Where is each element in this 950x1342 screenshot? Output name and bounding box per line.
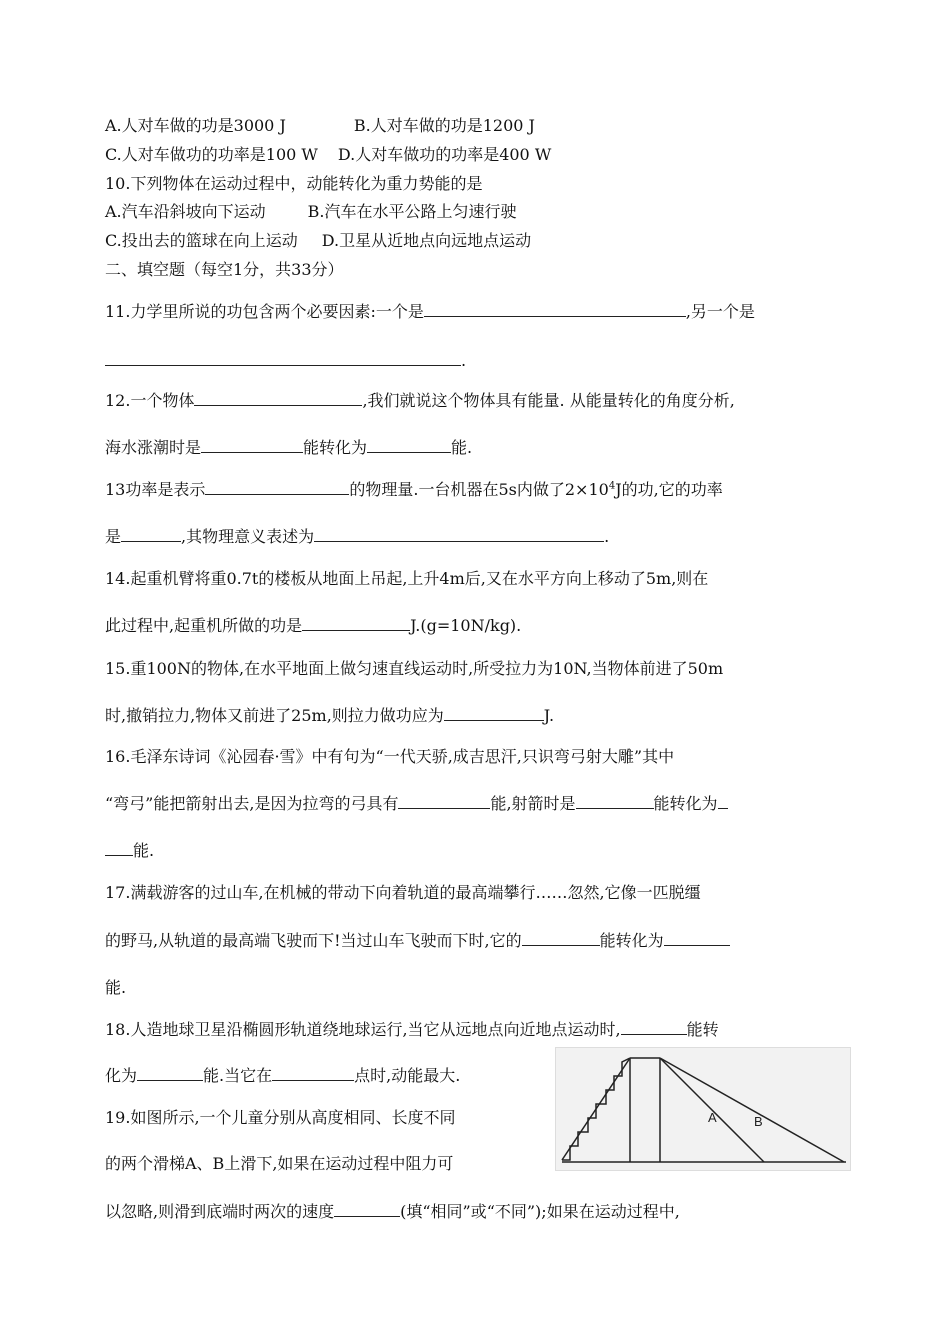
q16-line1: 16.毛泽东诗词《沁园春·雪》中有句为“一代天骄,成吉思汗,只识弯弓射大雕”其中 — [105, 747, 675, 766]
slide-b — [660, 1058, 844, 1162]
q17-line3: 能. — [105, 978, 127, 997]
q16-line2: “弯弓”能把箭射出去,是因为拉弯的弓具有 能,射箭时是 能转化为 — [105, 794, 728, 814]
q17-line1: 17.满载游客的过山车,在机械的带动下向着轨道的最高端攀行……忽然,它像一匹脱缰 — [105, 883, 701, 902]
blank[interactable] — [194, 391, 362, 406]
q14-line2: 此过程中,起重机所做的功是 J.(g=10N/kg). — [105, 616, 522, 635]
q19-line2: 的两个滑梯A、B上滑下,如果在运动过程中阻力可 — [105, 1154, 454, 1173]
q10-option-d: D.卫星从近地点向远地点运动 — [321, 231, 532, 250]
blank[interactable] — [205, 480, 349, 495]
blank[interactable] — [576, 794, 654, 809]
q15-line1: 15.重100N的物体,在水平地面上做匀速直线运动时,所受拉力为10N,当物体前进了50m — [105, 659, 724, 678]
q10-options-row1 — [105, 202, 517, 222]
blank[interactable] — [444, 706, 544, 721]
q10-stem: 10.下列物体在运动过程中，动能转化为重力势能的是 — [105, 174, 483, 193]
blank[interactable] — [121, 527, 181, 542]
blank[interactable] — [272, 1066, 354, 1081]
q9-options-row1 — [105, 116, 535, 136]
blank[interactable] — [522, 931, 600, 946]
blank[interactable] — [621, 1020, 687, 1035]
q9-options-row2 — [105, 145, 551, 165]
q9-option-b: B.人对车做的功是1200 J — [353, 116, 535, 135]
section-title: 二、填空题（每空1分，共33分） — [105, 260, 344, 279]
blank[interactable] — [334, 1202, 400, 1217]
q9-option-a: A.人对车做的功是3000 J — [105, 116, 286, 135]
q11-line2: . — [105, 351, 466, 371]
q13-line2: 是 ,其物理意义表述为 . — [105, 527, 610, 546]
q10-option-c: C.投出去的篮球在向上运动 — [105, 231, 298, 250]
slide-diagram — [556, 1048, 852, 1172]
q12-line2: 海水涨潮时是 能转化为 能. — [105, 438, 473, 457]
q13-line1: 13功率是表示 的物理量.一台机器在5s内做了$2\times 10^4J$的功,它的功率 — [105, 480, 723, 499]
slide-figure — [555, 1047, 851, 1171]
slide-b-label: B — [754, 1114, 763, 1129]
q10-option-b: B.汽车在水平公路上匀速行驶 — [307, 202, 517, 221]
q11-line1: 11.力学里所说的功包含两个必要因素:一个是 ,另一个是 — [105, 302, 755, 321]
q12-line1: 12.一个物体 ,我们就说这个物体具有能量. 从能量转化的角度分析, — [105, 391, 735, 410]
q9-option-c: C.人对车做功的功率是100 W — [105, 145, 318, 164]
blank[interactable] — [718, 794, 728, 809]
blank[interactable] — [137, 1066, 203, 1081]
tower-left-slope — [562, 1058, 630, 1160]
blank[interactable] — [664, 931, 730, 946]
q17-line2: 的野马,从轨道的最高端飞驶而下!当过山车飞驶而下时,它的 能转化为 — [105, 931, 730, 951]
q10-options-row2 — [105, 231, 531, 251]
q16-line3: 能. — [105, 841, 154, 861]
blank[interactable] — [367, 438, 451, 453]
blank[interactable] — [302, 616, 410, 631]
slide-a-label: A — [708, 1110, 717, 1125]
q18-line2: 化为 能.当它在 点时,动能最大. — [105, 1066, 461, 1085]
blank[interactable] — [201, 438, 303, 453]
blank[interactable] — [398, 794, 490, 809]
q18-line1: 18.人造地球卫星沿椭圆形轨道绕地球运行,当它从远地点向近地点运动时, 能转 — [105, 1020, 719, 1039]
blank[interactable] — [314, 527, 604, 542]
q19-line1: 19.如图所示,一个儿童分别从高度相同、长度不同 — [105, 1108, 456, 1127]
blank[interactable] — [105, 841, 133, 856]
q9-option-d: D.人对车做功的功率是400 W — [337, 145, 552, 164]
q15-line2: 时,撤销拉力,物体又前进了25m,则拉力做功应为 J. — [105, 706, 555, 725]
q14-line1: 14.起重机臂将重0.7t的楼板从地面上吊起,上升4m后,又在水平方向上移动了5m,则在 — [105, 569, 709, 588]
q19-line3: 以忽略,则滑到底端时两次的速度 (填“相同”或“不同”);如果在运动过程中, — [105, 1202, 680, 1221]
blank[interactable] — [424, 302, 686, 317]
blank[interactable] — [105, 351, 461, 366]
q10-option-a: A.汽车沿斜坡向下运动 — [105, 202, 266, 221]
